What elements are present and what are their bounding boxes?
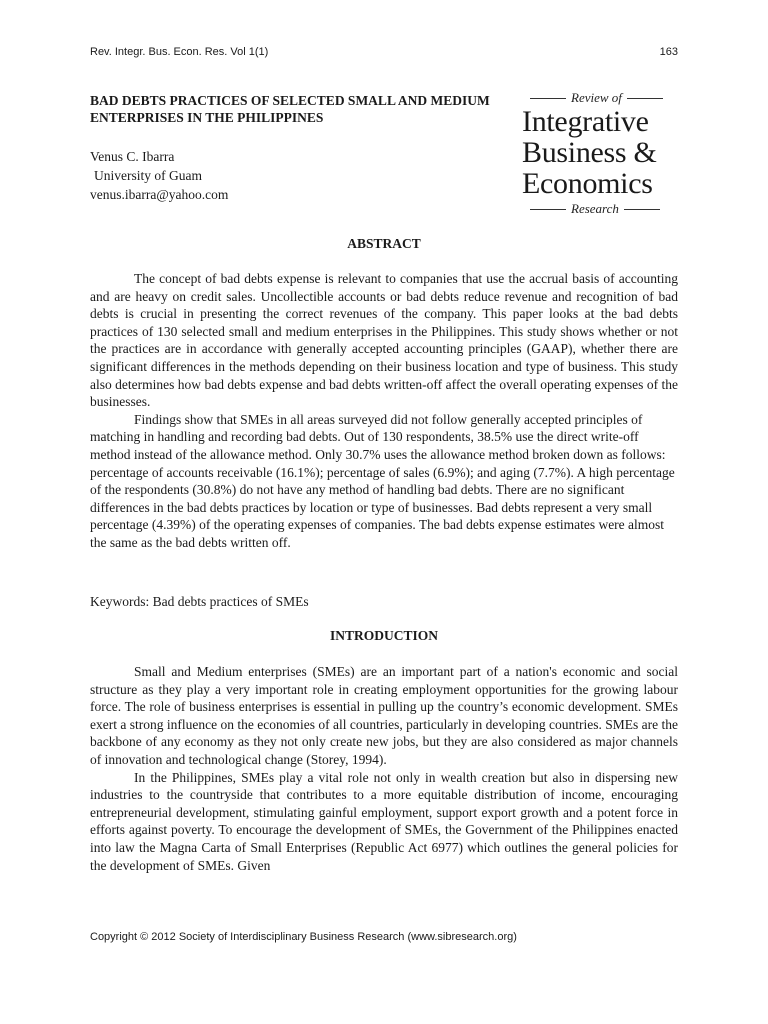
- page-number: 163: [659, 46, 678, 58]
- logo-top-line: [522, 90, 682, 106]
- logo-review-of: Review of: [571, 90, 622, 105]
- logo-word-business: Business &: [522, 136, 657, 169]
- journal-logo: [522, 90, 682, 217]
- author-email: venus.ibarra@yahoo.com: [90, 187, 229, 202]
- abstract-paragraph-1: The concept of bad debts expense is relevant to companies that use the accrual basis of accounting and are heavy on credit sales. Uncollectible accounts or bad debts reduce revenue and recognition of bad debts is crucial in presenting the correct revenues of the company. This paper looks at the bad debts practices of 130 selected small and medium enterprises in the Philippines. This study shows whether or not the practices are in accordance with generally accepted accounting principles (GAAP), whether there are significant differences in the methods depending on their business location and type of business. This study also determines how bad debts expense and bad debts written-off affect the overall operating expenses of the businesses.: [90, 271, 678, 410]
- abstract-heading: ABSTRACT: [347, 236, 421, 251]
- running-header: [90, 46, 678, 58]
- journal-citation: Rev. Integr. Bus. Econ. Res. Vol 1(1): [90, 46, 269, 58]
- keywords: Keywords: Bad debts practices of SMEs: [90, 594, 309, 609]
- logo-rule-right: [627, 98, 663, 99]
- author-affiliation: University of Guam: [94, 168, 202, 183]
- abstract-body: [90, 270, 678, 552]
- paper-title: BAD DEBTS PRACTICES OF SELECTED SMALL AND MEDIUM ENTERPRISES IN THE PHILIPPINES: [90, 93, 490, 125]
- introduction-body: [90, 663, 678, 874]
- introduction-paragraph-2: In the Philippines, SMEs play a vital role not only in wealth creation but also in dispersing new industries to the countryside that contributes to a more equitable distribution of income, encouraging entrepreneurial development, stimulating gainful employment, support export growth and a potent force in efforts against poverty. To encourage the development of SMEs, the Government of the Philippines enacted into law the Magna Carta of Small Enterprises (Republic Act 6977) which outlines the general policies for the development of SMEs. Given: [90, 769, 678, 873]
- introduction-paragraph-1: Small and Medium enterprises (SMEs) are an important part of a nation's economic and social structure as they play a very important role in creating employment opportunities for the growing labour force. The role of business enterprises is essential in pulling up the country’s economic development. SMEs exert a strong influence on the economies of all countries, particularly in developing countries. SMEs are the backbone of any economy as they not only create new jobs, but they are also considered as major channels of innovation and technological change (Storey, 1994).: [90, 664, 678, 767]
- logo-word-integrative: Integrative: [522, 105, 649, 138]
- logo-rule-left: [530, 98, 566, 99]
- logo-rule-right: [624, 209, 660, 210]
- introduction-heading: INTRODUCTION: [329, 628, 438, 643]
- logo-word-economics: Economics: [522, 167, 653, 200]
- logo-rule-left: [530, 209, 566, 210]
- author-name: Venus C. Ibarra: [90, 149, 175, 164]
- abstract-paragraph-2: Findings show that SMEs in all areas surveyed did not follow generally accepted principles of matching in handling and recording bad debts. Out of 130 respondents, 38.5% use the direct write-off method instead of the allowance method. Only 30.7% uses the allowance method broken down as follows: percentage of accounts receivable (16.1%); percentage of sales (6.9%); and aging (7.7%). A high percentage of the respondents (30.8%) do not have any method of handling bad debts. There are no significant differences in the bad debts practices by location or type of businesses. Bad debts represent a very small percentage (4.39%) of the operating expenses of companies. The bad debts expense estimates were almost the same as the bad debts written off.: [90, 411, 675, 550]
- author-block: [90, 147, 228, 204]
- logo-research: Research: [571, 201, 619, 216]
- logo-bottom-line: [522, 201, 682, 217]
- copyright-footer: Copyright © 2012 Society of Interdisciplinary Business Research (www.sibresearch.org): [90, 931, 517, 943]
